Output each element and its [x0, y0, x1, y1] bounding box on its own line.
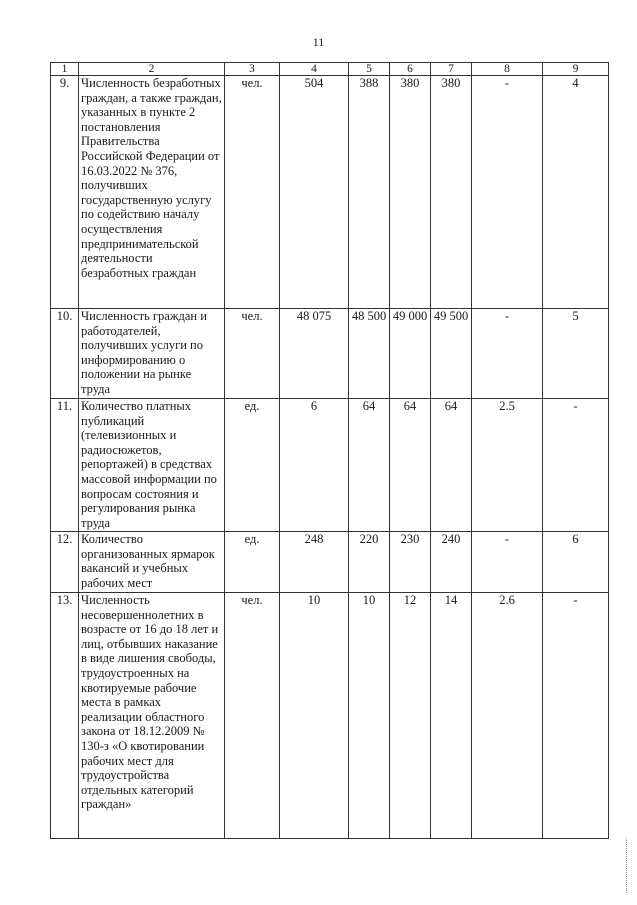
value-cell: 14	[431, 593, 472, 839]
column-header: 6	[390, 63, 431, 76]
column-header: 4	[280, 63, 349, 76]
value-cell: 12	[390, 593, 431, 839]
value-cell: 6	[280, 399, 349, 532]
column-header: 9	[543, 63, 609, 76]
unit-cell: чел.	[225, 309, 280, 399]
value-cell: 10	[280, 593, 349, 839]
value-cell: 504	[280, 76, 349, 309]
table-row	[51, 593, 609, 839]
table-row	[51, 76, 609, 309]
value-cell: 48 500	[349, 309, 390, 399]
unit-cell: чел.	[225, 76, 280, 309]
value-cell: 388	[349, 76, 390, 309]
unit-cell: ед.	[225, 532, 280, 593]
indicator-name: Численность граждан и работодателей, получивших услуги по информированию о положении на рынке труда	[79, 309, 225, 399]
column-header: 1	[51, 63, 79, 76]
value-cell: 48 075	[280, 309, 349, 399]
value-cell: 6	[543, 532, 609, 593]
indicator-name: Количество организованных ярмарок вакансий и учебных рабочих мест	[79, 532, 225, 593]
indicator-name: Количество платных публикаций (телевизионных и радиосюжетов, репортажей) в средствах массовой информации по вопросам состояния и регулирования рынка труда	[79, 399, 225, 532]
column-header: 7	[431, 63, 472, 76]
value-cell: 220	[349, 532, 390, 593]
table-row	[51, 309, 609, 399]
column-number-row	[51, 63, 609, 76]
row-number: 13.	[51, 593, 79, 839]
value-cell: 248	[280, 532, 349, 593]
value-cell: 4	[543, 76, 609, 309]
value-cell: 64	[390, 399, 431, 532]
column-header: 3	[225, 63, 280, 76]
row-number: 12.	[51, 532, 79, 593]
row-number: 11.	[51, 399, 79, 532]
value-cell: -	[472, 309, 543, 399]
value-cell: 240	[431, 532, 472, 593]
row-number: 10.	[51, 309, 79, 399]
value-cell: 5	[543, 309, 609, 399]
value-cell: 49 500	[431, 309, 472, 399]
indicator-name: Численность безработных граждан, а также граждан, указанных в пункте 2 постановления Правительства Российской Федерации от 16.03.2022 № 376, получивших государственную услугу по содействию началу осуществления предпринимательской деятельности безработных граждан	[79, 76, 225, 309]
unit-cell: ед.	[225, 399, 280, 532]
value-cell: 64	[349, 399, 390, 532]
value-cell: 10	[349, 593, 390, 839]
column-header: 8	[472, 63, 543, 76]
value-cell: 230	[390, 532, 431, 593]
scan-edge-mark	[626, 838, 629, 893]
value-cell: 2.5	[472, 399, 543, 532]
value-cell: 2.6	[472, 593, 543, 839]
table-row	[51, 532, 609, 593]
value-cell: -	[543, 593, 609, 839]
indicators-table	[50, 62, 609, 839]
value-cell: -	[472, 76, 543, 309]
column-header: 2	[79, 63, 225, 76]
value-cell: -	[472, 532, 543, 593]
table-row	[51, 399, 609, 532]
unit-cell: чел.	[225, 593, 280, 839]
value-cell: 64	[431, 399, 472, 532]
page-number: 11	[312, 35, 325, 49]
value-cell: -	[543, 399, 609, 532]
row-number: 9.	[51, 76, 79, 309]
value-cell: 380	[390, 76, 431, 309]
value-cell: 49 000	[390, 309, 431, 399]
column-header: 5	[349, 63, 390, 76]
value-cell: 380	[431, 76, 472, 309]
indicator-name: Численность несовершеннолетних в возрасте от 16 до 18 лет и лиц, отбывших наказание в виде лишения свободы, трудоустроенных на квотируемые рабочие места в рамках реализации областного закона от 18.12.2009 № 130-з «О квотировании рабочих мест для трудоустройства отдельных категорий граждан»	[79, 593, 225, 839]
